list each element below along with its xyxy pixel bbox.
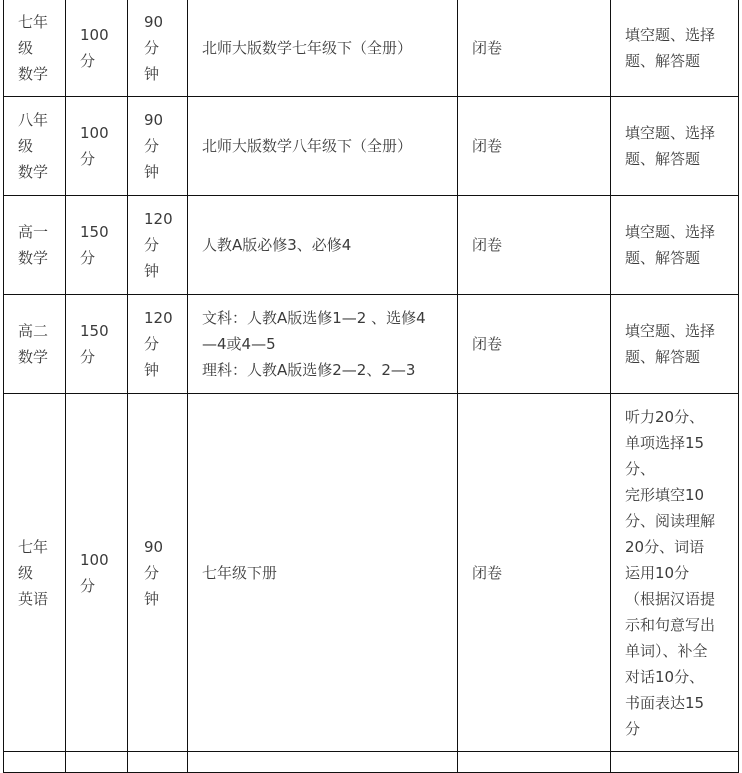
score-text: 分 (80, 249, 96, 267)
question-type-text: 填空题、选择 (625, 25, 716, 44)
table-row-partial (4, 752, 739, 773)
exam-schedule-table-container (3, 0, 739, 773)
table-row (4, 394, 739, 752)
subject-text: 数学 (18, 348, 49, 366)
score-cell (66, 0, 128, 97)
score-cell (66, 394, 128, 752)
score-text: 150 (80, 223, 109, 241)
format-cell (458, 196, 611, 295)
score-text: 100 (80, 25, 109, 44)
question-type-text: 示和句意写出 (625, 615, 716, 634)
question-type-text: 完形填空10 (625, 485, 705, 504)
scope-cell (188, 97, 458, 196)
format-text: 闭卷 (472, 137, 503, 155)
question-type-text: 分、阅读理解 (625, 511, 716, 530)
scope-cell (188, 394, 458, 752)
duration-text: 钟 (144, 589, 160, 608)
question-type-text: 分、 (625, 459, 656, 478)
subject-text: 数学 (18, 64, 49, 83)
scope-text: 人教A版必修3、必修4 (202, 236, 352, 254)
question-type-text: 分 (625, 719, 641, 738)
duration-text: 分 (144, 236, 160, 254)
exam-schedule-table (3, 0, 739, 773)
question-type-cell (611, 394, 739, 752)
question-type-text: 20分、词语 (625, 537, 705, 556)
question-type-text: 题、解答题 (625, 150, 701, 168)
scope-text: 七年级下册 (202, 563, 278, 582)
scope-text: 北师大版数学八年级下（全册） (202, 137, 413, 155)
format-cell (458, 0, 611, 97)
subject-cell (4, 295, 66, 394)
duration-text: 90 (144, 537, 164, 556)
question-type-text: （根据汉语提 (625, 589, 716, 608)
table-row (4, 295, 739, 394)
duration-text: 分 (144, 137, 160, 155)
subject-text: 八年 (18, 111, 49, 129)
subject-cell (4, 196, 66, 295)
score-text: 150 (80, 322, 109, 340)
duration-text: 90 (144, 111, 164, 129)
question-type-text: 听力20分、 (625, 407, 705, 426)
empty-cell (128, 752, 188, 773)
score-text: 100 (80, 124, 109, 142)
duration-text: 钟 (144, 361, 160, 379)
score-text: 分 (80, 576, 96, 595)
question-type-cell (611, 196, 739, 295)
duration-text: 分 (144, 335, 160, 353)
question-type-text: 书面表达15 (625, 693, 705, 712)
duration-text: 钟 (144, 163, 160, 181)
subject-text: 英语 (18, 589, 49, 608)
scope-text: 文科：人教A版选修1—2 、选修4 (202, 309, 426, 327)
score-cell (66, 295, 128, 394)
question-type-text: 运用10分 (625, 563, 690, 582)
empty-cell (188, 752, 458, 773)
subject-text: 高二 (18, 322, 49, 340)
format-text: 闭卷 (472, 335, 503, 353)
duration-text: 分 (144, 38, 160, 57)
question-type-text: 题、解答题 (625, 348, 701, 366)
question-type-text: 对话10分、 (625, 667, 705, 686)
question-type-text: 单项选择15 (625, 433, 705, 452)
empty-cell (4, 752, 66, 773)
scope-cell (188, 196, 458, 295)
format-text: 闭卷 (472, 563, 503, 582)
subject-text: 高一 (18, 223, 49, 241)
subject-text: 七年 (18, 537, 49, 556)
question-type-cell (611, 0, 739, 97)
subject-cell (4, 0, 66, 97)
subject-text: 级 (18, 563, 34, 582)
subject-text: 七年 (18, 12, 49, 31)
score-text: 分 (80, 150, 96, 168)
table-row (4, 0, 739, 97)
scope-text: 北师大版数学七年级下（全册） (202, 38, 413, 57)
empty-cell (611, 752, 739, 773)
format-cell (458, 394, 611, 752)
subject-text: 级 (18, 137, 34, 155)
subject-text: 数学 (18, 163, 49, 181)
duration-text: 分 (144, 563, 160, 582)
format-cell (458, 97, 611, 196)
question-type-text: 填空题、选择 (625, 322, 716, 340)
duration-text: 120 (144, 309, 173, 327)
score-text: 分 (80, 51, 96, 70)
duration-text: 90 (144, 12, 164, 31)
subject-text: 级 (18, 38, 34, 57)
format-text: 闭卷 (472, 236, 503, 254)
table-row (4, 97, 739, 196)
subject-text: 数学 (18, 249, 49, 267)
subject-cell (4, 394, 66, 752)
question-type-text: 填空题、选择 (625, 223, 716, 241)
scope-text: —4或4—5 (202, 335, 276, 353)
duration-text: 120 (144, 210, 173, 228)
duration-cell (128, 394, 188, 752)
subject-cell (4, 97, 66, 196)
empty-cell (66, 752, 128, 773)
question-type-cell (611, 97, 739, 196)
score-text: 分 (80, 348, 96, 366)
question-type-text: 填空题、选择 (625, 124, 716, 142)
format-text: 闭卷 (472, 38, 503, 57)
empty-cell (458, 752, 611, 773)
scope-text: 理科：人教A版选修2—2、2—3 (202, 361, 416, 379)
score-cell (66, 97, 128, 196)
score-cell (66, 196, 128, 295)
duration-cell (128, 0, 188, 97)
question-type-cell (611, 295, 739, 394)
table-row (4, 196, 739, 295)
score-text: 100 (80, 550, 109, 569)
format-cell (458, 295, 611, 394)
question-type-text: 题、解答题 (625, 249, 701, 267)
question-type-text: 题、解答题 (625, 51, 701, 70)
question-type-text: 单词）、补全 (625, 641, 708, 660)
duration-cell (128, 196, 188, 295)
duration-cell (128, 295, 188, 394)
scope-cell (188, 295, 458, 394)
duration-text: 钟 (144, 262, 160, 280)
duration-text: 钟 (144, 64, 160, 83)
duration-cell (128, 97, 188, 196)
scope-cell (188, 0, 458, 97)
